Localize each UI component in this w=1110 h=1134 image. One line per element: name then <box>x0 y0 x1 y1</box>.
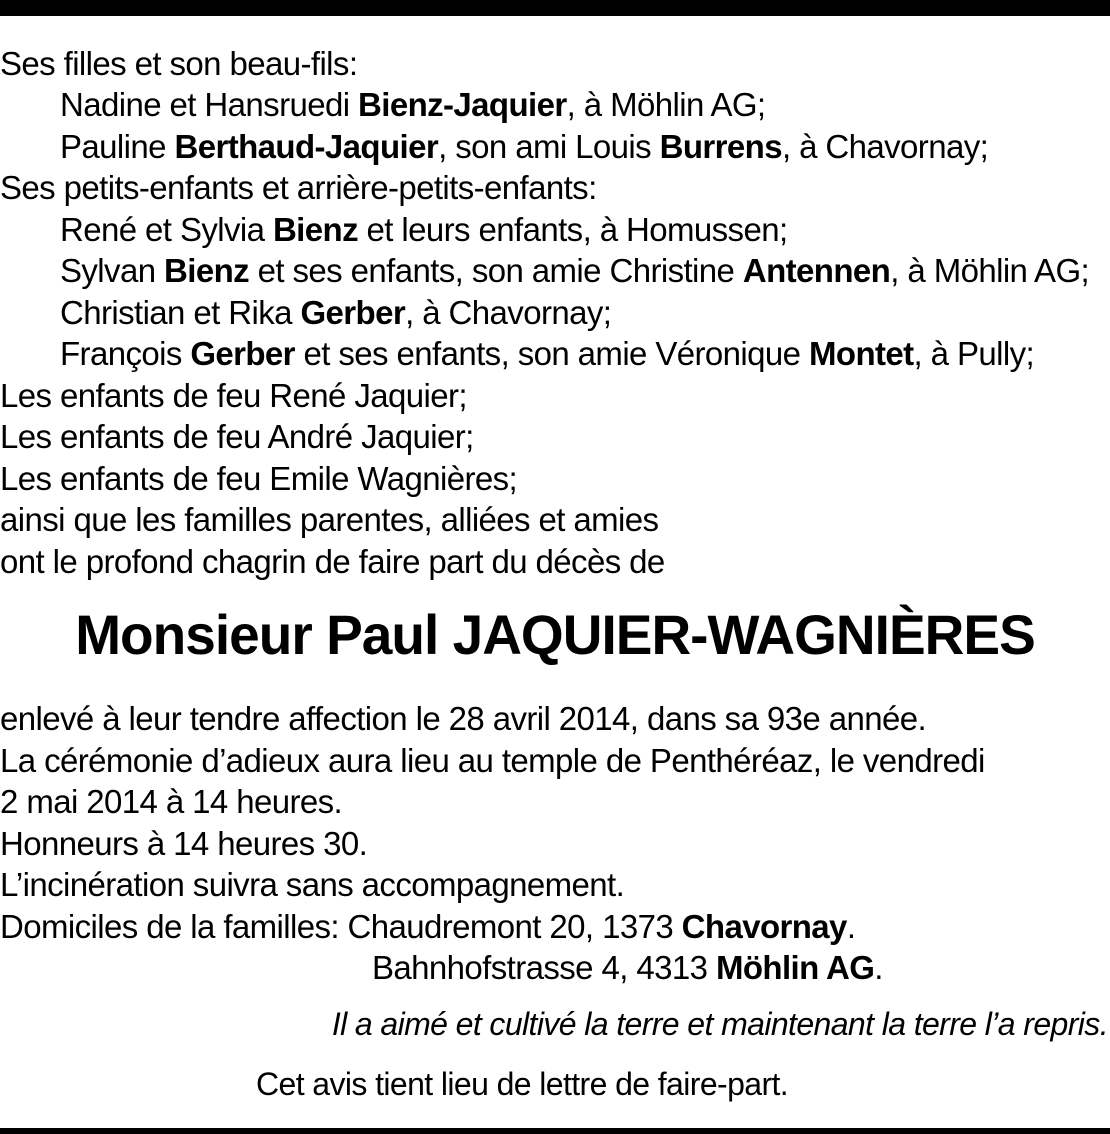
detail-death-date: enlevé à leur tendre affection le 28 avril 2014, dans sa 93e année. <box>0 700 927 737</box>
detail-cremation: L’incinération suivra sans accompagnement. <box>0 866 625 903</box>
family-line-emile-wagnieres: Les enfants de feu Emile Wagnières; <box>0 460 518 497</box>
family-line-rene: René et Sylvia Bienz et leurs enfants, à Homussen; <box>60 211 788 248</box>
top-rule <box>0 0 1110 16</box>
family-line-nadine: Nadine et Hansruedi Bienz-Jaquier, à Möhlin AG; <box>60 86 766 123</box>
detail-honours: Honneurs à 14 heures 30. <box>0 825 368 862</box>
detail-ceremony: La cérémonie d’adieux aura lieu au temple de Penthéréaz, le vendredi <box>0 742 985 779</box>
notice-line: Cet avis tient lieu de lettre de faire-part. <box>256 1066 789 1102</box>
family-line-sylvan: Sylvan Bienz et ses enfants, son amie Christine Antennen, à Möhlin AG; <box>60 252 1090 289</box>
epitaph-verse: Il a aimé et cultivé la terre et maintenant la terre l’a repris. <box>331 1006 1108 1042</box>
domicile-line-2: Bahnhofstrasse 4, 4313 Möhlin AG. <box>372 949 883 986</box>
detail-ceremony-date: 2 mai 2014 à 14 heures. <box>0 783 343 820</box>
grandchildren-heading: Ses petits-enfants et arrière-petits-enfants: <box>0 169 597 206</box>
daughters-heading: Ses filles et son beau-fils: <box>0 45 358 82</box>
bottom-rule <box>0 1128 1110 1134</box>
family-line-christian: Christian et Rika Gerber, à Chavornay; <box>60 294 612 331</box>
family-line-francois: François Gerber et ses enfants, son amie Véronique Montet, à Pully; <box>60 335 1035 372</box>
family-line-andre-jaquier: Les enfants de feu André Jaquier; <box>0 418 474 455</box>
domicile-line-1: Domiciles de la familles: Chaudremont 20, 1373 Chavornay. <box>0 908 856 945</box>
family-line-relatives: ainsi que les familles parentes, alliées et amies <box>0 501 659 538</box>
family-line-pauline: Pauline Berthaud-Jaquier, son ami Louis Burrens, à Chavornay; <box>60 128 989 165</box>
family-line-rene-jaquier: Les enfants de feu René Jaquier; <box>0 377 467 414</box>
deceased-name: Monsieur Paul JAQUIER-WAGNIÈRES <box>75 603 1035 666</box>
announcement-line: ont le profond chagrin de faire part du décès de <box>0 543 665 580</box>
